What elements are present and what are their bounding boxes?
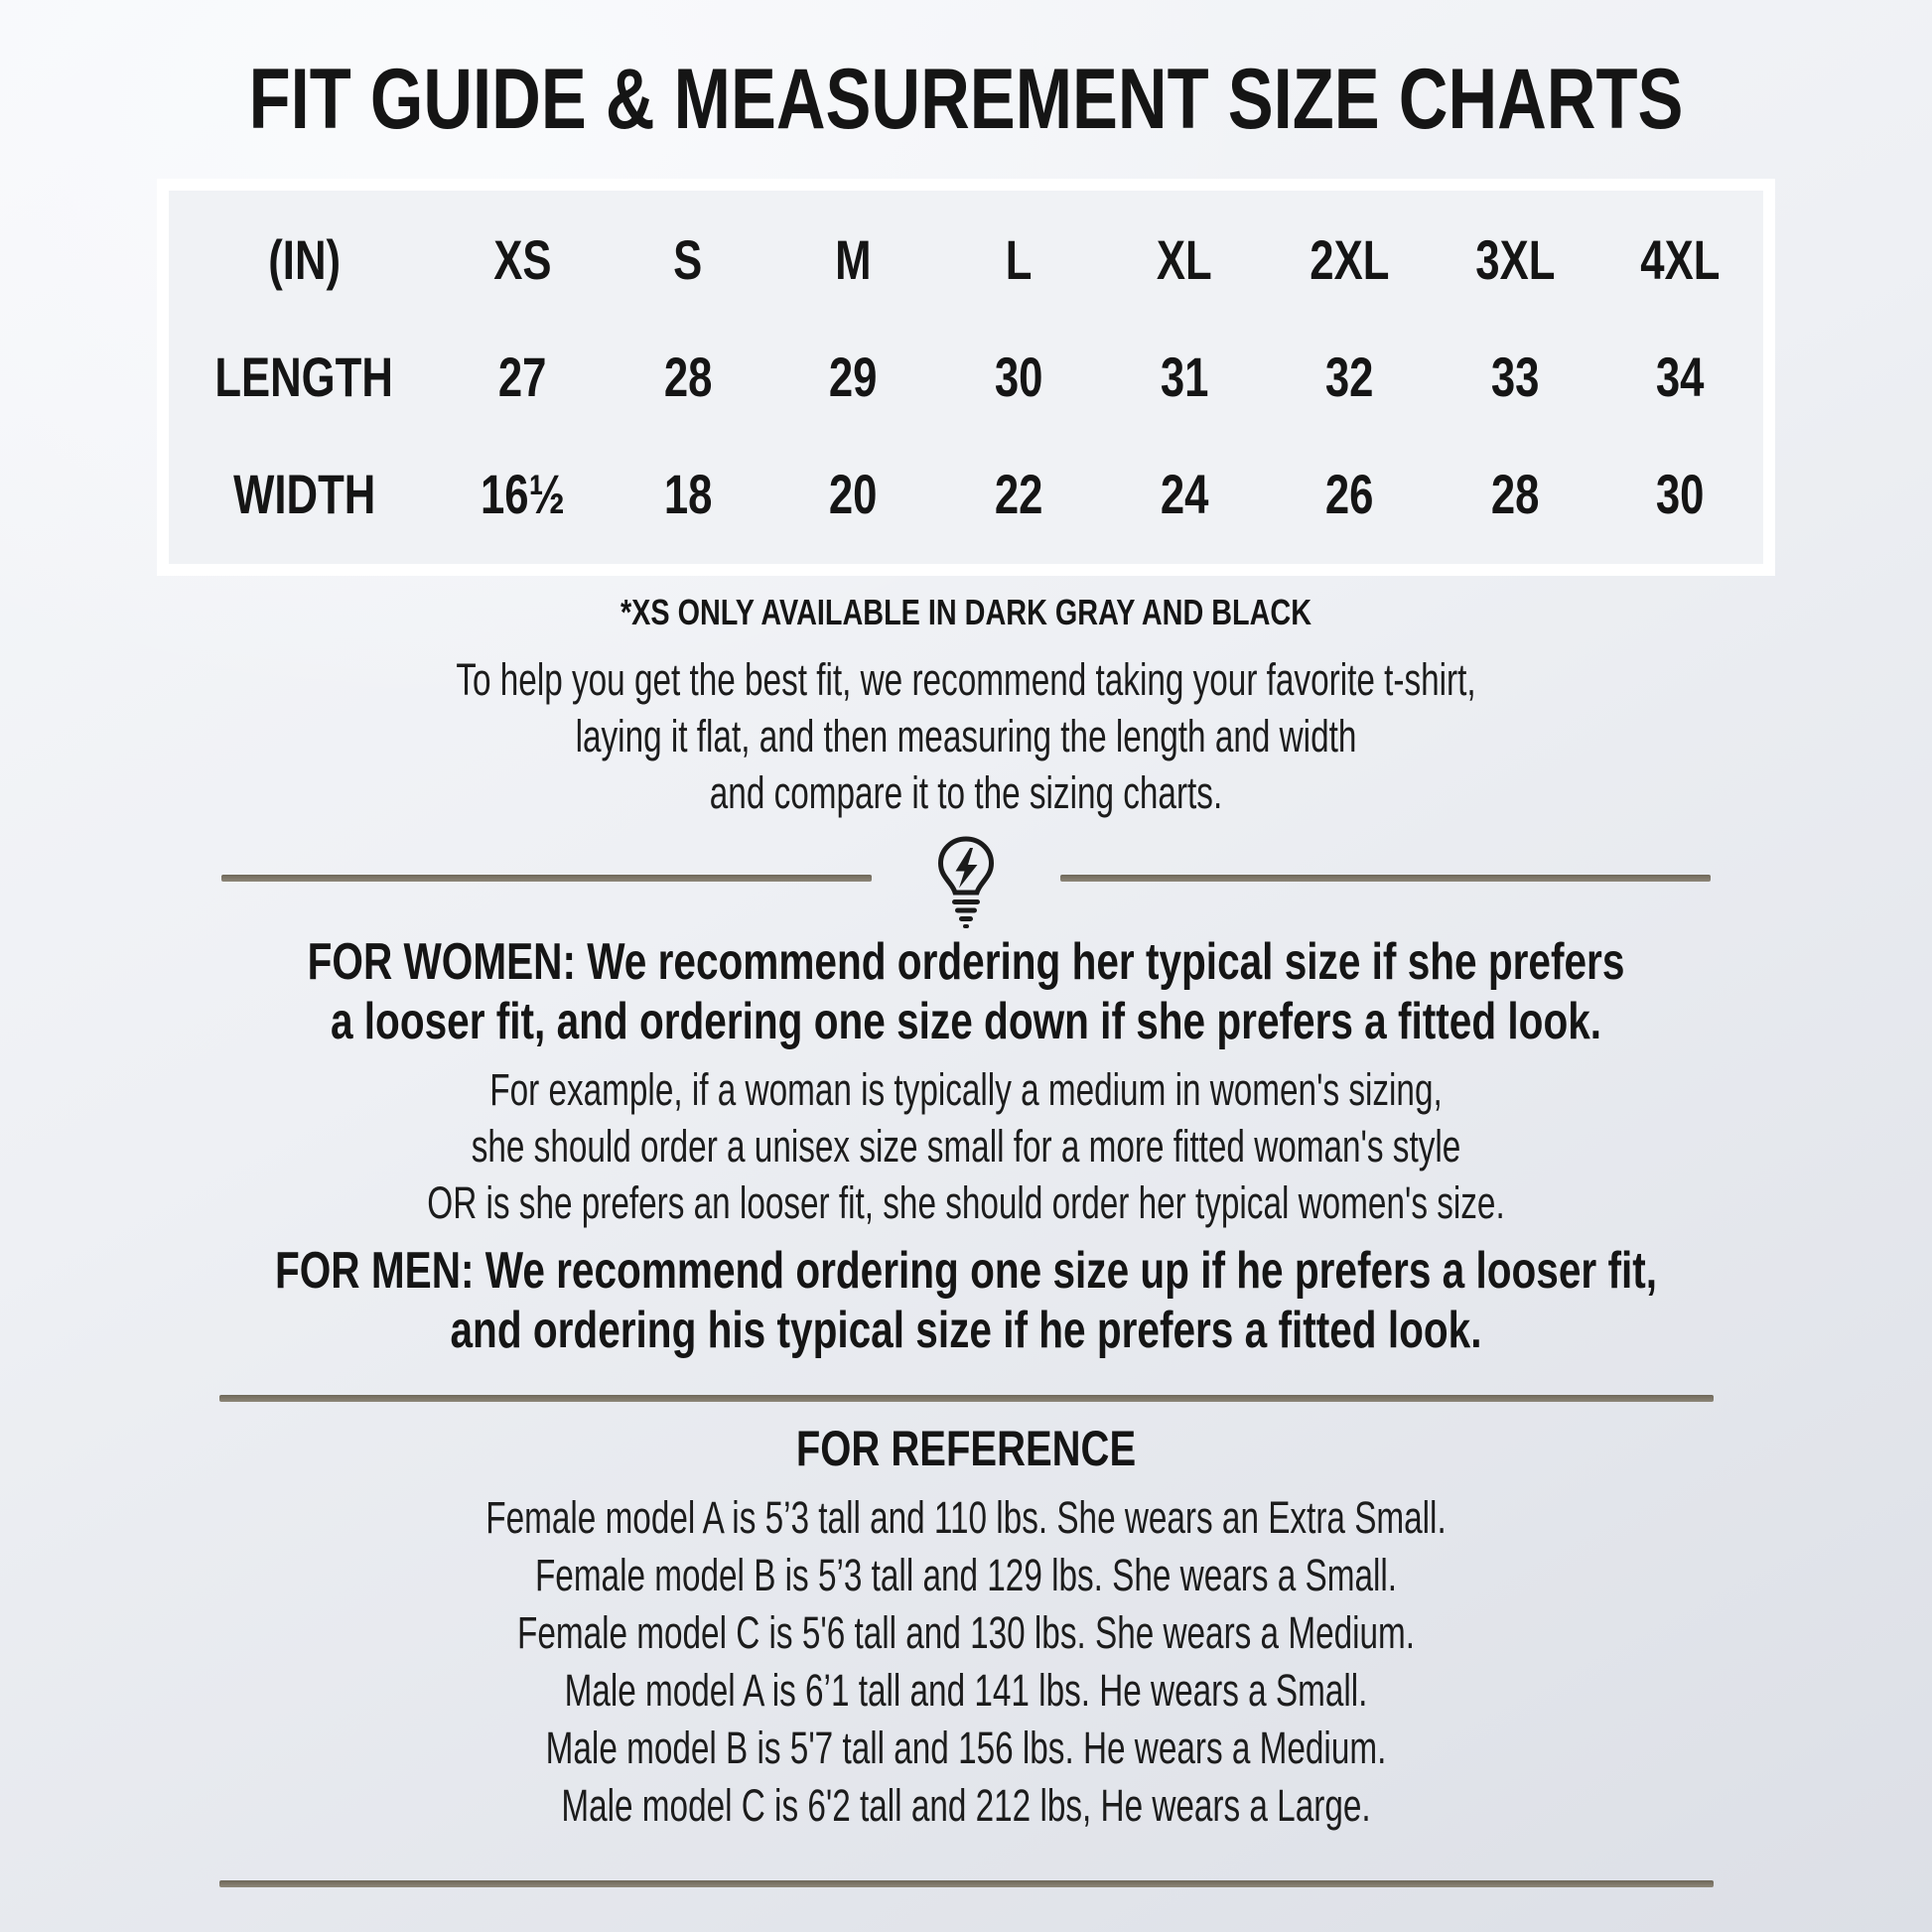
cell-text: WIDTH: [232, 462, 376, 525]
for-men-recommendation: [0, 1241, 1932, 1360]
cell-text: 31: [1160, 345, 1209, 408]
cell-text: 16½: [480, 462, 565, 525]
table-row: [169, 435, 1763, 552]
row-label-cell: [169, 201, 440, 318]
text-line: OR is she prefers an looser fit, she should order her typical women's size.: [427, 1177, 1505, 1228]
lightbulb-icon: [933, 835, 999, 930]
size-cell: [1597, 435, 1763, 552]
page-title: FIT GUIDE & MEASUREMENT SIZE CHARTS: [248, 52, 1684, 147]
text-line: she should order a unisex size small for a more fitted woman's style: [471, 1121, 1461, 1172]
size-cell: [1433, 201, 1598, 318]
cell-text: 26: [1325, 462, 1374, 525]
size-cell: [1101, 201, 1267, 318]
size-chart-table-grid: [169, 201, 1763, 552]
fit-instructions: [0, 651, 1932, 821]
cell-text: 30: [994, 345, 1043, 408]
size-cell: [1267, 435, 1433, 552]
divider-line-right: [1060, 875, 1711, 882]
bottom-divider: [219, 1880, 1714, 1887]
women-example: [0, 1061, 1932, 1231]
cell-text: S: [673, 227, 703, 291]
xs-availability-note: *XS ONLY AVAILABLE IN DARK GRAY AND BLACK: [620, 592, 1312, 632]
size-cell: [440, 201, 606, 318]
size-cell: [936, 318, 1102, 435]
cell-text: 22: [994, 462, 1043, 525]
size-cell: [1597, 201, 1763, 318]
size-cell: [936, 201, 1102, 318]
text-line: laying it flat, and then measuring the length and width: [575, 711, 1357, 761]
text-line: a looser fit, and ordering one size down if she prefers a fitted look.: [330, 993, 1602, 1050]
cell-text: 28: [663, 345, 713, 408]
row-label-cell: [169, 435, 440, 552]
text-line: Male model A is 6’1 tall and 141 lbs. He wears a Small.: [564, 1665, 1368, 1716]
text-line: Female model B is 5’3 tall and 129 lbs. She wears a Small.: [534, 1550, 1398, 1600]
cell-text: (IN): [268, 227, 341, 291]
cell-text: 24: [1160, 462, 1209, 525]
size-cell: [770, 318, 936, 435]
text-line: Female model A is 5’3 tall and 110 lbs. She wears an Extra Small.: [485, 1492, 1447, 1543]
text-line: For example, if a woman is typically a medium in women's sizing,: [489, 1064, 1443, 1115]
size-cell: [606, 201, 771, 318]
table-row: [169, 201, 1763, 318]
text-line: Male model B is 5'7 tall and 156 lbs. He wears a Medium.: [545, 1723, 1387, 1773]
cell-text: 20: [829, 462, 878, 525]
cell-text: XS: [493, 227, 552, 291]
size-cell: [1597, 318, 1763, 435]
table-row: [169, 318, 1763, 435]
text-line: and compare it to the sizing charts.: [709, 767, 1223, 818]
cell-text: 32: [1325, 345, 1374, 408]
size-cell: [1267, 318, 1433, 435]
cell-text: 28: [1490, 462, 1540, 525]
size-cell: [1101, 318, 1267, 435]
cell-text: 4XL: [1640, 227, 1721, 291]
text-line: To help you get the best fit, we recommend taking your favorite t-shirt,: [456, 654, 1476, 705]
size-cell: [770, 201, 936, 318]
cell-text: 33: [1490, 345, 1540, 408]
text-line: FOR MEN: We recommend ordering one size up if he prefers a looser fit,: [274, 1242, 1658, 1300]
cell-text: 34: [1656, 345, 1705, 408]
size-cell: [440, 318, 606, 435]
cell-text: 29: [829, 345, 878, 408]
text-line: Male model C is 6'2 tall and 212 lbs, He wears a Large.: [561, 1780, 1371, 1831]
size-cell: [1433, 435, 1598, 552]
text-line: and ordering his typical size if he prefers a fitted look.: [450, 1302, 1482, 1359]
size-cell: [1267, 201, 1433, 318]
cell-text: 2XL: [1310, 227, 1390, 291]
cell-text: 27: [498, 345, 547, 408]
size-cell: [606, 318, 771, 435]
cell-text: 18: [663, 462, 713, 525]
cell-text: XL: [1156, 227, 1212, 291]
tip-divider: [0, 835, 1932, 930]
text-line: FOR WOMEN: We recommend ordering her typical size if she prefers: [307, 933, 1625, 991]
section-divider: [219, 1395, 1714, 1402]
row-label-cell: [169, 318, 440, 435]
reference-section: [0, 1489, 1932, 1835]
cell-text: 3XL: [1474, 227, 1556, 291]
divider-line-left: [221, 875, 872, 882]
text-line: Female model C is 5'6 tall and 130 lbs. She wears a Medium.: [516, 1607, 1416, 1658]
size-cell: [770, 435, 936, 552]
cell-text: L: [1005, 227, 1033, 291]
cell-text: 30: [1656, 462, 1705, 525]
size-cell: [440, 435, 606, 552]
for-women-recommendation: [0, 932, 1932, 1051]
size-cell: [936, 435, 1102, 552]
size-cell: [1433, 318, 1598, 435]
cell-text: M: [835, 227, 872, 291]
size-chart-panel: [157, 179, 1775, 576]
reference-heading: FOR REFERENCE: [795, 1421, 1137, 1476]
size-cell: [606, 435, 771, 552]
cell-text: LENGTH: [214, 345, 394, 408]
size-cell: [1101, 435, 1267, 552]
